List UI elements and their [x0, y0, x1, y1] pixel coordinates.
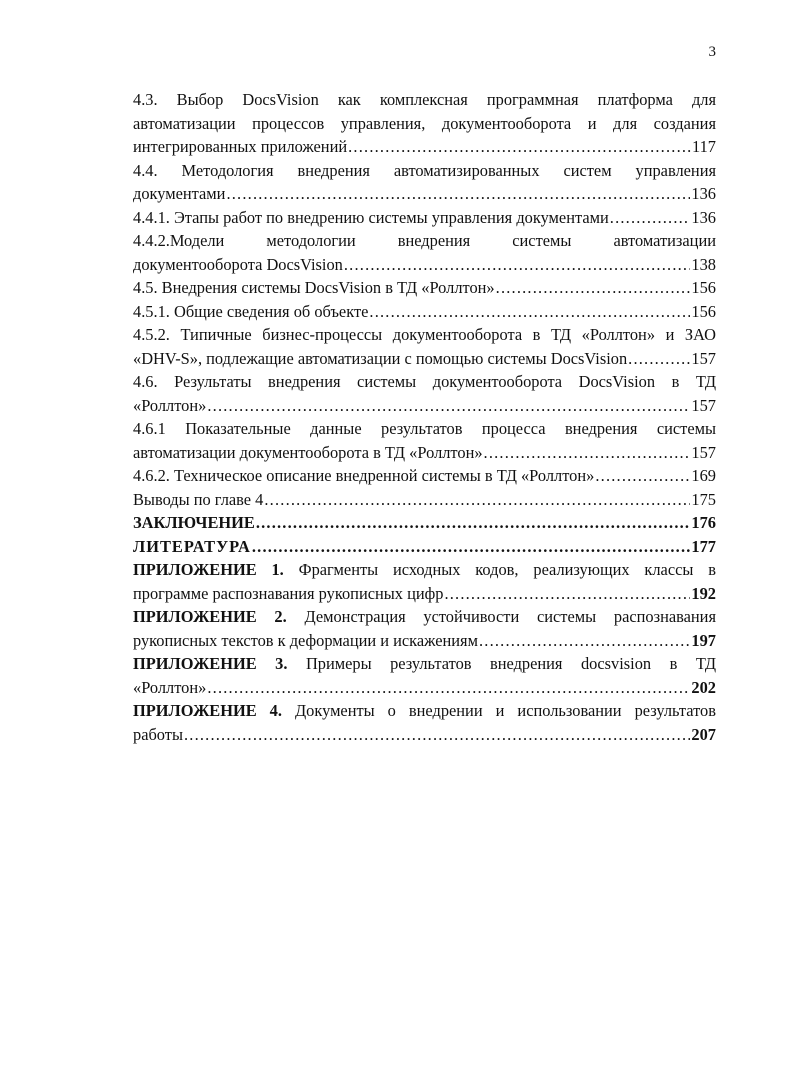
toc-entry-4-3[interactable] [133, 88, 716, 159]
toc-entry-title: рукописных текстов к деформации и искажениям [133, 630, 478, 650]
toc-entry-literature[interactable] [133, 535, 716, 559]
toc-entry-line: 4.6. Результаты внедрения системы документооборота DocsVision в ТД [133, 372, 716, 391]
dot-leader [226, 182, 690, 206]
toc-entry-page: 136 [691, 207, 716, 227]
toc-entry-title: 4.6.2. Техническое описание внедренной системы в ТД «Роллтон» [133, 466, 595, 485]
toc-entry-line: 4.5.2. Типичные бизнес-процессы документооборота в ТД «Роллтон» и ЗАО [133, 325, 716, 344]
dot-leader [344, 253, 691, 277]
toc-entry-title: автоматизации документооборота в ТД «Роллтон» [133, 442, 483, 462]
appendix-label: ПРИЛОЖЕНИЕ 1. [133, 560, 284, 579]
toc-entry-line: 4.4. Методология внедрения автоматизированных систем управления [133, 160, 716, 180]
appendix-title: Примеры результатов внедрения docsvision в ТД [287, 654, 716, 673]
toc-entry-title: документами [133, 184, 226, 203]
toc-entry-line [133, 558, 716, 582]
toc-entry-page: 202 [691, 677, 716, 697]
toc-entry-title: 4.4.1. Этапы работ по внедрению системы управления документами [133, 207, 609, 227]
toc-entry-title: 4.5.1. Общие сведения об объекте [133, 301, 369, 321]
dot-leader [348, 135, 691, 159]
toc-entry-title: программе распознавания рукописных цифр [133, 583, 444, 603]
dot-leader [207, 394, 690, 418]
toc-entry-page: 176 [691, 513, 716, 532]
toc-entry-conclusion[interactable] [133, 511, 716, 535]
toc-entry-line: автоматизации процессов управления, документооборота и для создания [133, 113, 716, 133]
dot-leader [264, 488, 690, 512]
appendix-title: Демонстрация устойчивости системы распознавания [286, 607, 716, 626]
toc-entry-page: 138 [691, 254, 716, 274]
dot-leader [184, 723, 690, 747]
toc-entry-4-4-2[interactable] [133, 229, 716, 276]
toc-entry-title: документооборота DocsVision [133, 254, 343, 274]
dot-leader [444, 582, 690, 606]
toc-entry-line [133, 605, 716, 629]
toc-entry-page: 192 [691, 583, 716, 603]
toc-entry-line: 4.4.2.Модели методологии внедрения системы автоматизации [133, 231, 716, 250]
toc-entry-page: 117 [692, 137, 716, 156]
toc-entry-page: 175 [691, 489, 716, 509]
dot-leader [479, 629, 690, 653]
toc-entry-appendix-1[interactable] [133, 558, 716, 605]
toc-entry-title: 4.5. Внедрения системы DocsVision в ТД «Роллтон» [133, 278, 495, 297]
toc-entry-title: «Роллтон» [133, 677, 207, 697]
toc-entry-title: ЛИТЕРАТУРА [133, 536, 251, 556]
dot-leader [256, 511, 691, 535]
toc-entry-page: 207 [691, 724, 716, 744]
dot-leader [496, 276, 691, 300]
toc-entry-title: работы [133, 724, 183, 744]
toc-entry-appendix-2[interactable] [133, 605, 716, 652]
appendix-label: ПРИЛОЖЕНИЕ 3. [133, 654, 288, 673]
toc-entry-4-5-2[interactable] [133, 323, 716, 370]
toc-entry-line [133, 699, 716, 723]
toc-entry-page: 156 [691, 278, 716, 297]
toc-entry-line: 4.3. Выбор DocsVision как комплексная программная платформа для [133, 90, 716, 109]
toc-entry-chapter-4-conclusions[interactable] [133, 488, 716, 512]
dot-leader [207, 676, 690, 700]
toc-entry-title: интегрированных приложений [133, 137, 348, 156]
appendix-title: Фрагменты исходных кодов, реализующих классы в [283, 560, 716, 579]
toc-entry-title: «Роллтон» [133, 395, 207, 415]
toc-entry-page: 157 [691, 442, 716, 462]
appendix-label: ПРИЛОЖЕНИЕ 2. [133, 607, 287, 626]
toc-entry-4-6-1[interactable] [133, 417, 716, 464]
toc-entry-page: 169 [691, 466, 716, 485]
toc-entry-page: 136 [691, 184, 716, 203]
toc-entry-4-4-1[interactable] [133, 206, 716, 230]
toc-entry-line: 4.6.1 Показательные данные результатов процесса внедрения системы [133, 419, 716, 438]
dot-leader [252, 535, 691, 559]
dot-leader [484, 441, 691, 465]
dot-leader [628, 347, 690, 371]
toc-entry-title: ЗАКЛЮЧЕНИЕ [133, 513, 255, 532]
toc-entry-page: 197 [691, 630, 716, 650]
toc-entry-page: 157 [691, 395, 716, 415]
appendix-title: Документы о внедрении и использовании результатов [281, 701, 716, 720]
dot-leader [595, 464, 690, 488]
table-of-contents [133, 88, 716, 746]
toc-entry-page: 156 [691, 301, 716, 321]
toc-entry-title: Выводы по главе 4 [133, 489, 264, 509]
toc-entry-appendix-3[interactable] [133, 652, 716, 699]
dot-leader [610, 206, 691, 230]
toc-entry-4-4[interactable] [133, 159, 716, 206]
toc-entry-4-6[interactable] [133, 370, 716, 417]
toc-entry-4-5[interactable] [133, 276, 716, 300]
page-number: 3 [708, 44, 716, 60]
toc-entry-page: 177 [691, 536, 716, 556]
appendix-label: ПРИЛОЖЕНИЕ 4. [133, 701, 282, 720]
toc-entry-4-6-2[interactable] [133, 464, 716, 488]
toc-entry-title: «DHV-S», подлежащие автоматизации с помощью системы DocsVision [133, 348, 628, 368]
toc-entry-page: 157 [691, 348, 716, 368]
toc-entry-line [133, 652, 716, 676]
toc-entry-4-5-1[interactable] [133, 300, 716, 324]
dot-leader [369, 300, 690, 324]
toc-entry-appendix-4[interactable] [133, 699, 716, 746]
